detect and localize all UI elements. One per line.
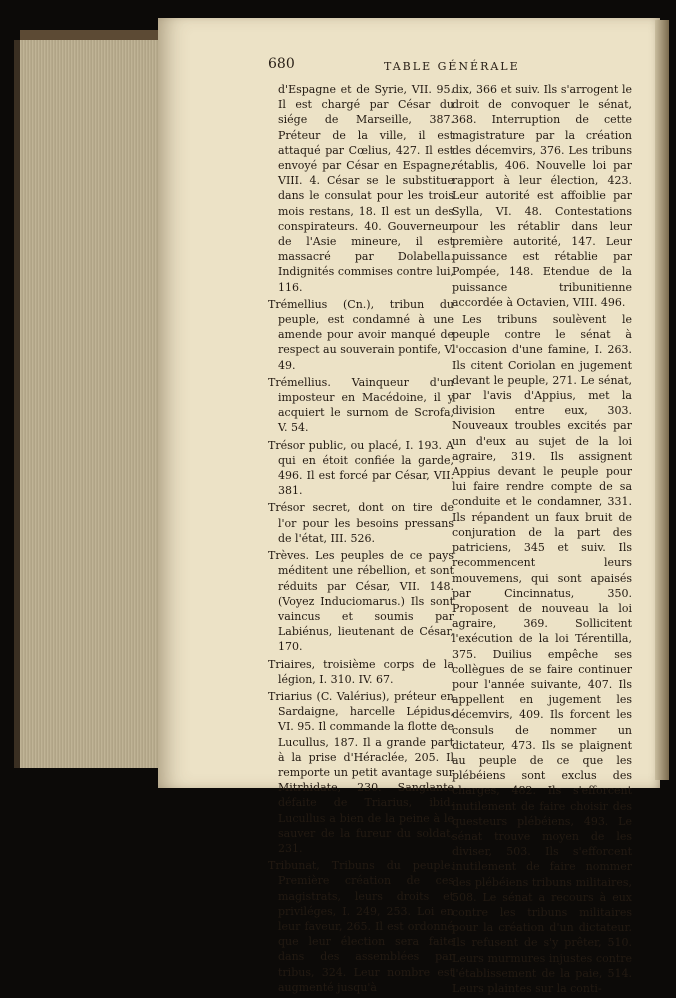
book-page-edges [14,40,170,768]
left-column [268,82,454,997]
right-page-edge [655,20,669,780]
index-entry: Trémellius (Cn.), tribun du peuple, est condamné à une amende pour avoir manqué de respect au souverain pontife, V. 49. [268,297,454,372]
index-entry: d'Espagne et de Syrie, VII. 95. Il est chargé par César du siége de Marseille, 387. Préteur de la ville, il est attaqué par Cœlius, 427. Il est envoyé par César en Espagne, VIII. 4. César se le substitue dans le consulat pour les trois mois restans, 18. Il est un des conspirateurs. 40. Gouverneur de l'Asie mineure, il est massacré par Dolabella. Indignités commises contre lui, 116. [278,83,454,294]
page-number: 680 [268,56,295,72]
index-paragraph: dix, 366 et suiv. Ils s'arrogent le droit de convoquer le sénat, 368. Interruption de cette magistrature par la création des décemvirs, 376. Les tribuns rétablis, 406. Nouvelle loi par rapport à leur élection, 423. Leur autorité est affoiblie par Sylla, VI. 48. Contestations pour les rétablir dans leur première autorité, 147. Leur puissance est rétablie par Pompée, 148. Etendue de la puissance tribunitienne accordée à Octavien, VIII. 496. [452,83,632,309]
running-title: TABLE GÉNÉRALE [384,60,520,73]
index-entry: Trémellius. Vainqueur d'un imposteur en Macédoine, il y acquiert le surnom de Scrofa, V. 54. [268,375,454,435]
index-entry: Trésor public, ou placé, I. 193. A qui en étoit confiée la garde, 496. Il est forcé par César, VII. 381. [268,438,454,498]
index-entry: Tribunat, Tribuns du peuple. Première création de ces magistrats, leurs droits et priviléges, I. 249, 253. Loi en leur faveur, 265. Il est ordonné que leur élection sera faite dans des assemblées par tribus, 324. Leur nombre est augmenté jusqu'à [268,859,454,994]
index-entry: Triaires, troisième corps de la légion, I. 310. IV. 67. [268,657,454,686]
right-column [452,82,632,998]
index-entry: Triarius (C. Valérius), préteur en Sardaigne, harcelle Lépidus, VI. 95. Il commande la flotte de Lucullus, 187. Il a grande part à la prise d'Héraclée, 205. Il remporte un petit avantage sur Mitrhidate, 230. Sanglante défaite de Triarius, ibid. Lucullus a bien de la peine à le sauver de la fureur du soldat, 231. [268,689,454,855]
index-entry: Trèves. Les peuples de ce pays méditent une rébellion, et sont réduits par César, VII. 148. (Voyez Induciomarus.) Ils sont vaincus et soumis par Labiénus, lieutenant de César, 170. [268,549,454,654]
index-paragraph: Les tribuns soulèvent le peuple contre le sénat à l'occasion d'une famine, I. 263. Ils citent Coriolan en jugement devant le peuple, 271. Le sénat, par l'avis d'Appius, met la division entre eux, 303. Nouveaux troubles excités par un d'eux au sujet de la loi agraire, 319. Ils assignent Appius devant le peuple pour lui faire rendre compte de sa conduite et le condamner, 331. Ils répandent un faux bruit de conjuration de la part des patriciens, 345 et suiv. Ils recommencent leurs mouvemens, qui sont apaisés par Cincinnatus, 350. Proposent de nouveau la loi agraire, 369. Sollicitent l'exécution de la loi Térentilla, 375. Duilius empêche ses collègues de se faire continuer pour l'année suivante, 407. Ils appellent en jugement les décemvirs, 409. Ils forcent les consuls de nommer un dictateur, 473. Ils se plaignent au peuple de ce que les plébéiens sont exclus des charges, 482. Ils s'efforcent inutilement de faire choisir des questeurs plébéiens, 493. Le sénat trouve moyen de les diviser, 503. Ils s'efforcent inutilement de faire nommer des plébéiens tribuns militaires, 508. Le sénat a recours à eux contre les tribuns militaires pour la création d'un dictateur. Ils refusent de s'y prêter, 510. Leurs murmures injustes contre l'établissement de la paie, 514. Leurs plaintes sur la conti- [452,313,632,995]
index-entry: Trésor secret, dont on tire de l'or pour les besoins pressans de l'état, III. 526. [268,501,454,545]
